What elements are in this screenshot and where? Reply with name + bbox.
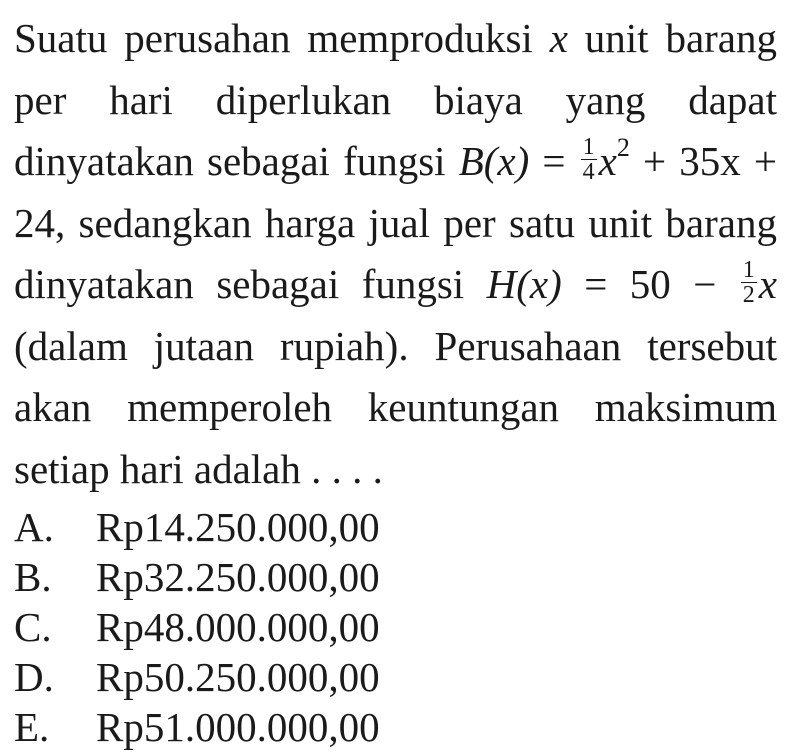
variable-x: x bbox=[549, 15, 568, 61]
option-d[interactable] bbox=[14, 652, 777, 702]
variable-x: x bbox=[758, 261, 777, 307]
question-part: (dalam jutaan rupiah). Perusahaan tersebut akan memperoleh keuntungan maksimum setiap hari adalah . . . . bbox=[14, 322, 777, 492]
option-a[interactable] bbox=[14, 502, 777, 552]
option-b[interactable] bbox=[14, 552, 777, 602]
equals-sign: = bbox=[529, 138, 579, 184]
option-text: Rp14.250.000,00 bbox=[96, 504, 380, 550]
fraction-denominator: 2 bbox=[742, 282, 755, 309]
fraction-one-half bbox=[741, 258, 757, 307]
answer-options bbox=[14, 502, 777, 752]
question-text bbox=[14, 8, 777, 500]
question-part: + 35x + 24, bbox=[14, 138, 777, 246]
option-letter: C. bbox=[14, 604, 52, 650]
option-letter: D. bbox=[14, 654, 54, 700]
question-part: Suatu perusahan memproduksi bbox=[14, 15, 550, 61]
option-text: Rp50.250.000,00 bbox=[96, 654, 380, 700]
question-part: = 50 − bbox=[561, 261, 739, 307]
fraction-numerator: 1 bbox=[582, 134, 595, 161]
option-letter: B. bbox=[14, 554, 52, 600]
option-text: Rp32.250.000,00 bbox=[96, 554, 380, 600]
option-text: Rp48.000.000,00 bbox=[96, 604, 380, 650]
option-text: Rp51.000.000,00 bbox=[96, 704, 380, 750]
variable-x: x bbox=[598, 138, 617, 184]
question-part: sedangkan harga jual per satu unit barang dinyatakan sebagai fungsi bbox=[14, 199, 777, 307]
fraction-denominator: 4 bbox=[582, 159, 595, 186]
option-c[interactable] bbox=[14, 602, 777, 652]
fraction-one-quarter bbox=[581, 135, 597, 184]
question-paragraph bbox=[14, 8, 777, 500]
cost-function-name: B(x) bbox=[458, 138, 530, 184]
fraction-numerator: 1 bbox=[742, 257, 755, 284]
option-letter: E. bbox=[14, 704, 50, 750]
option-e[interactable] bbox=[14, 702, 777, 752]
option-letter: A. bbox=[14, 504, 54, 550]
exponent: 2 bbox=[616, 133, 630, 163]
question-part: unit barang per hari diperlukan biaya yang dapat dinyatakan sebagai fungsi bbox=[14, 15, 777, 184]
price-function-name: H(x) bbox=[486, 261, 562, 307]
